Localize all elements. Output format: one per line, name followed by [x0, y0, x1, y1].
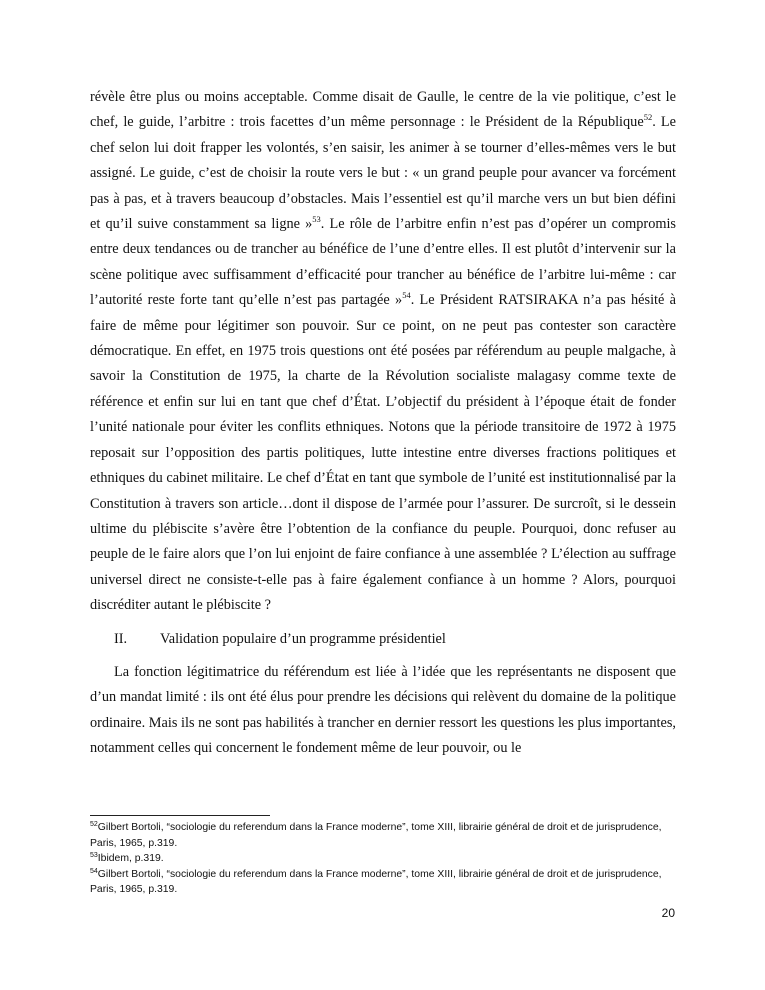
section-number: II.: [114, 630, 128, 647]
footnote-53: [90, 851, 676, 867]
paragraph-2: La fonction légitimatrice du référendum est liée à l’idée que les représentants ne disposent que d’un mandat limité : ils ont été élus pour prendre les décisions qui relèvent du domaine de la politique ordinaire. Mais ils ne sont pas habilités à trancher en dernier ressort les questions les plus importantes, notamment celles qui concernent le fondement même de leur pouvoir, ou le: [90, 663, 676, 757]
footnote-separator: [90, 815, 270, 816]
section-heading: [114, 627, 676, 652]
footnote-ref-52[interactable]: 52: [643, 112, 653, 123]
footnote-text: Gilbert Bortoli, “sociologie du referendum dans la France moderne”, tome XIII, librairie général de droit et de jurisprudence, Paris, 1965, p.319.: [90, 822, 662, 849]
paragraph-1-part-2: . Le chef selon lui doit frapper les volontés, s’en saisir, les animer à se tourner d’elles-mêmes vers le but assigné. Le guide, c’est de choisir la route vers le but : « un grand peuple pour avancer va forcément pas à pas, et à travers beaucoup d’obstacles. Mais l’essentiel est qu’il marche vers un but bien défini et qu’il suive constamment sa ligne »: [90, 114, 676, 233]
footnote-54: [90, 867, 676, 898]
footnote-number: 54: [90, 867, 98, 875]
footnote-number: 53: [90, 852, 98, 859]
page-number: 20: [661, 906, 675, 920]
main-text: [90, 85, 676, 762]
footnote-ref-53[interactable]: 53: [312, 214, 321, 225]
footnote-text: Ibidem, p.319.: [97, 853, 164, 864]
footnotes: [90, 820, 676, 898]
footnote-number: 52: [90, 821, 98, 828]
section-title: Validation populaire d’un programme présidentiel: [160, 630, 446, 647]
paragraph-1: [90, 85, 676, 619]
paragraph-1-part-4: . Le Président RATSIRAKA n’a pas hésité à faire de même pour légitimer son pouvoir. Sur ce point, on ne peut pas contester son caractère démocratique. En effet, en 1975 trois questions ont été posées par référendum au peuple malgache, à savoir la Constitution de 1975, la charte de la Révolution socialiste malagasy comme texte de référence et enfin sur lui en tant que chef d’État. L’objectif du président à l’époque était de fonder l’unité nationale pour éviter les conflits ethniques. Notons que la période transitoire de 1972 à 1975 reposait sur l’opposition des partis politiques, lutte intestine entre diverses fractions politiques et ethniques du cabinet militaire. Le chef d’État en tant que symbole de l’unité est institutionnalisé par la Constitution à travers son article…dont il dispose de l’armée pour l’assurer. De surcroît, si le dessein ultime du plébiscite s’avère être l’obtention de la confiance du peuple. Pourquoi, donc refuser au peuple de le faire alors que l’on lui enjoint de faire confiance à une assemblée ? L’élection au suffrage universel direct ne consiste-t-elle pas à faire également confiance à un homme ? Alors, pourquoi discréditer autant le plébiscite ?: [90, 292, 676, 614]
footnote-ref-54[interactable]: 54: [402, 290, 411, 301]
paragraph-1-part-1: révèle être plus ou moins acceptable. Comme disait de Gaulle, le centre de la vie politique, c’est le chef, le guide, l’arbitre : trois facettes d’un même personnage : le Président de la République: [90, 89, 676, 131]
footnote-text: Gilbert Bortoli, “sociologie du referendum dans la France moderne”, tome XIII, librairie général de droit et de jurisprudence, Paris, 1965, p.319.: [90, 868, 662, 895]
footnote-52: [90, 820, 676, 851]
paragraph-1-part-3: . Le rôle de l’arbitre enfin n’est pas d’opérer un compromis entre deux tendances ou de trancher au bénéfice de l’une d’entre elles. Il est plutôt d’intervenir sur la scène politique avec suffisamment d’efficacité pour trancher au bénéfice de l’arbitre lui-même : car l’autorité reste forte tant qu’elle n’est pas partagée »: [90, 216, 676, 309]
